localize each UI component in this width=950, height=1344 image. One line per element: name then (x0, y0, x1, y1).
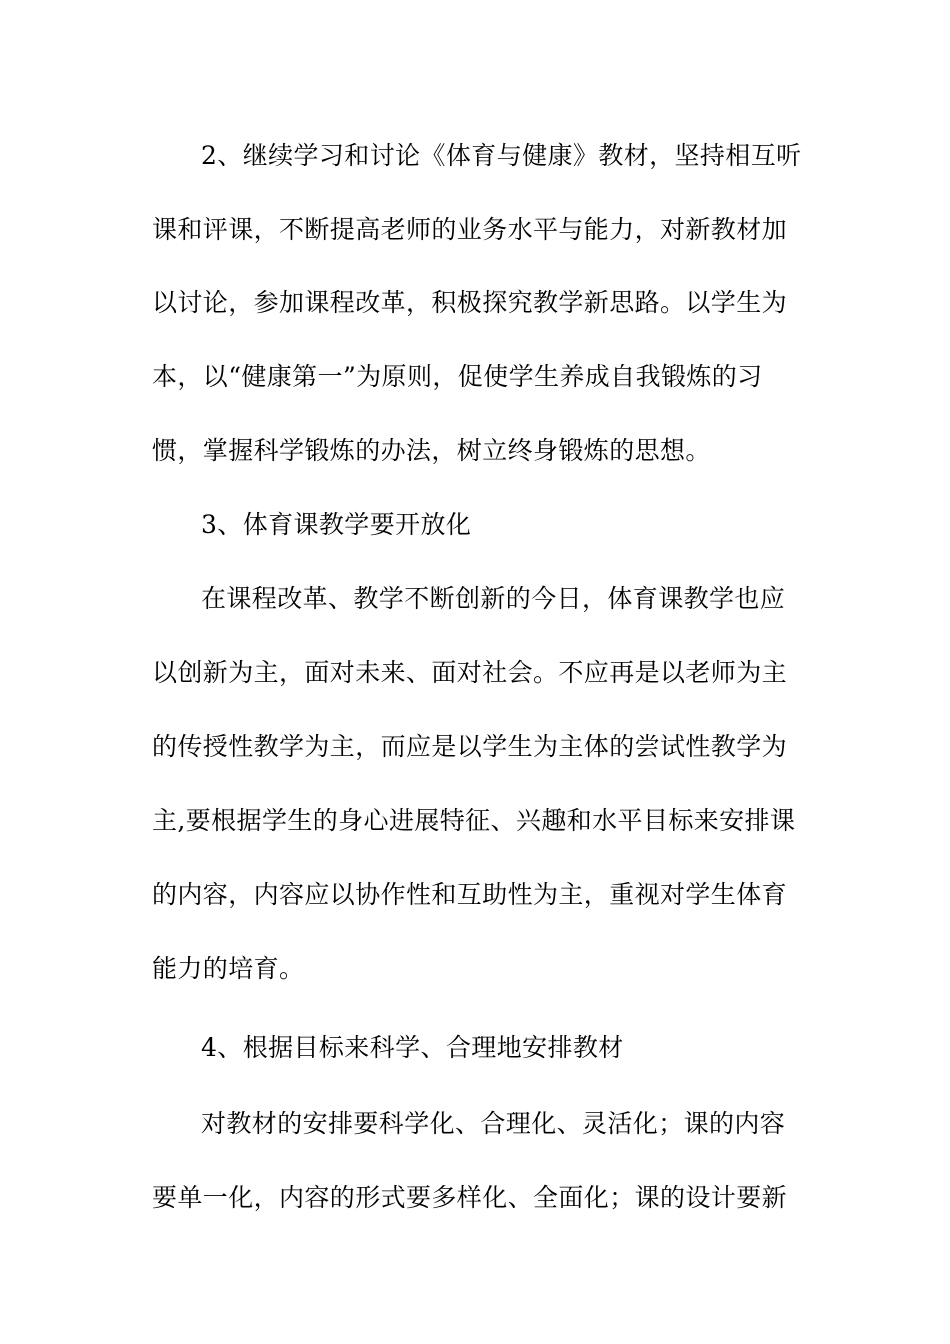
heading-4: 4、根据目标来科学、合理地安排教材 (201, 1033, 624, 1062)
paragraph-4-line-2: 要单一化，内容的形式要多样化、全面化；课的设计要新 (152, 1183, 788, 1212)
paragraph-3-line-5: 的内容，内容应以协作性和互助性为主，重视对学生体育 (152, 880, 788, 909)
heading-3: 3、体育课教学要开放化 (201, 510, 472, 539)
paragraph-2-line-3: 以讨论，参加课程改革，积极探究教学新思路。以学生为 (152, 288, 788, 317)
paragraph-2-line-5: 惯，掌握科学锻炼的办法，树立终身锻炼的思想。 (152, 436, 711, 465)
paragraph-2-line-4: 本，以“健康第一”为原则，促使学生养成自我锻炼的习 (152, 362, 763, 391)
paragraph-3-line-2: 以创新为主，面对未来、面对社会。不应再是以老师为主 (152, 658, 788, 687)
paragraph-3-line-6: 能力的培育。 (152, 954, 305, 983)
paragraph-2-line-1: 2、继续学习和讨论《体育与健康》教材，坚持相互听 (201, 141, 802, 170)
paragraph-3-line-3: 的传授性教学为主，而应是以学生为主体的尝试性教学为 (152, 732, 788, 761)
paragraph-3-line-1: 在课程改革、教学不断创新的今日，体育课教学也应 (201, 584, 786, 613)
paragraph-4-line-1: 对教材的安排要科学化、合理化、灵活化；课的内容 (201, 1109, 786, 1138)
paragraph-3-line-4: 主,要根据学生的身心进展特征、兴趣和水平目标来安排课 (152, 806, 796, 835)
paragraph-2-line-2: 课和评课，不断提高老师的业务水平与能力，对新教材加 (152, 215, 788, 244)
